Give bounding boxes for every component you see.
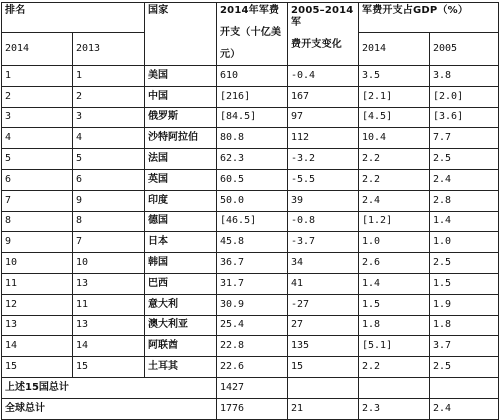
table-row: [2, 211, 499, 232]
cell-r2013: 14: [73, 336, 145, 357]
total-spend: 1427: [217, 377, 288, 398]
cell-r2013: 15: [73, 357, 145, 378]
cell-g2005: 2.5: [430, 357, 499, 378]
cell-change: -27: [288, 294, 359, 315]
total-g2005: [430, 377, 499, 398]
cell-r2014: 9: [2, 232, 73, 253]
cell-change: -5.5: [288, 169, 359, 190]
cell-r2014: 1: [2, 66, 73, 87]
cell-change: -0.8: [288, 211, 359, 232]
cell-country: 德国: [145, 211, 217, 232]
table-row: [2, 253, 499, 274]
cell-spend: 610: [217, 66, 288, 87]
cell-country: 英国: [145, 169, 217, 190]
cell-spend: 30.9: [217, 294, 288, 315]
table-row: [2, 232, 499, 253]
cell-g2014: 1.8: [359, 315, 430, 336]
total-change: [288, 377, 359, 398]
year-2013-header: 2013: [73, 33, 145, 66]
total-spend: 1776: [217, 398, 288, 419]
cell-spend: 50.0: [217, 190, 288, 211]
rank-header: 排名: [2, 3, 145, 33]
total-change: 21: [288, 398, 359, 419]
cell-r2013: 5: [73, 149, 145, 170]
cell-country: 土耳其: [145, 357, 217, 378]
cell-change: 15: [288, 357, 359, 378]
cell-r2014: 13: [2, 315, 73, 336]
cell-change: 27: [288, 315, 359, 336]
cell-g2005: 3.8: [430, 66, 499, 87]
cell-r2014: 8: [2, 211, 73, 232]
cell-r2013: 13: [73, 273, 145, 294]
cell-country: 意大利: [145, 294, 217, 315]
table-row: [2, 315, 499, 336]
cell-change: 167: [288, 86, 359, 107]
cell-g2014: 2.2: [359, 149, 430, 170]
cell-r2013: 11: [73, 294, 145, 315]
cell-g2014: [4.5]: [359, 107, 430, 128]
cell-country: 法国: [145, 149, 217, 170]
cell-spend: 60.5: [217, 169, 288, 190]
total-row: [2, 398, 499, 419]
cell-country: 澳大利亚: [145, 315, 217, 336]
cell-r2013: 3: [73, 107, 145, 128]
cell-g2005: 1.4: [430, 211, 499, 232]
cell-change: 97: [288, 107, 359, 128]
cell-r2014: 11: [2, 273, 73, 294]
cell-spend: 22.8: [217, 336, 288, 357]
cell-country: 俄罗斯: [145, 107, 217, 128]
total-row: [2, 377, 499, 398]
cell-spend: 22.6: [217, 357, 288, 378]
cell-g2005: 1.0: [430, 232, 499, 253]
cell-country: 巴西: [145, 273, 217, 294]
cell-g2014: 2.4: [359, 190, 430, 211]
cell-g2005: [2.0]: [430, 86, 499, 107]
spend-header-line3: 元）: [220, 49, 241, 60]
cell-r2014: 6: [2, 169, 73, 190]
cell-r2014: 10: [2, 253, 73, 274]
cell-country: 日本: [145, 232, 217, 253]
cell-g2014: [2.1]: [359, 86, 430, 107]
spend-header-line2: 开支（十亿美: [220, 27, 282, 38]
gdp-header: 军费开支占GDP（%）: [359, 3, 499, 33]
cell-country: 美国: [145, 66, 217, 87]
table-row: [2, 357, 499, 378]
table-row: [2, 86, 499, 107]
table-row: [2, 66, 499, 87]
military-spending-table: [1, 2, 499, 420]
cell-g2014: 2.2: [359, 169, 430, 190]
cell-change: -3.2: [288, 149, 359, 170]
cell-g2014: 10.4: [359, 128, 430, 149]
cell-g2014: 2.6: [359, 253, 430, 274]
cell-spend: [46.5]: [217, 211, 288, 232]
cell-g2014: 3.5: [359, 66, 430, 87]
cell-g2005: 2.8: [430, 190, 499, 211]
cell-change: -3.7: [288, 232, 359, 253]
cell-r2014: 7: [2, 190, 73, 211]
table-row: [2, 190, 499, 211]
cell-g2005: 1.5: [430, 273, 499, 294]
cell-change: 112: [288, 128, 359, 149]
total-label: 上述15国总计: [2, 377, 217, 398]
cell-country: 中国: [145, 86, 217, 107]
cell-spend: 31.7: [217, 273, 288, 294]
cell-spend: 36.7: [217, 253, 288, 274]
cell-r2013: 13: [73, 315, 145, 336]
cell-g2005: 1.9: [430, 294, 499, 315]
cell-spend: 80.8: [217, 128, 288, 149]
change-header: [288, 3, 359, 66]
cell-g2014: 2.2: [359, 357, 430, 378]
cell-country: 印度: [145, 190, 217, 211]
cell-spend: [216]: [217, 86, 288, 107]
spend-header-line1: 2014年军费: [220, 5, 280, 16]
cell-r2014: 2: [2, 86, 73, 107]
cell-change: 39: [288, 190, 359, 211]
cell-r2013: 4: [73, 128, 145, 149]
table-row: [2, 336, 499, 357]
change-header-line2: 费开支变化: [291, 39, 342, 50]
year-2014-header: 2014: [2, 33, 73, 66]
cell-spend: 25.4: [217, 315, 288, 336]
table-row: [2, 294, 499, 315]
cell-g2005: 1.8: [430, 315, 499, 336]
cell-change: -0.4: [288, 66, 359, 87]
gdp-2014-header: 2014: [359, 33, 430, 66]
spend-header: [217, 3, 288, 66]
cell-r2014: 5: [2, 149, 73, 170]
cell-g2014: 1.0: [359, 232, 430, 253]
cell-spend: 45.8: [217, 232, 288, 253]
cell-r2013: 10: [73, 253, 145, 274]
table-row: [2, 107, 499, 128]
cell-g2005: [3.6]: [430, 107, 499, 128]
cell-country: 沙特阿拉伯: [145, 128, 217, 149]
change-header-line1: 2005–2014军: [291, 5, 354, 28]
cell-r2013: 1: [73, 66, 145, 87]
cell-r2014: 14: [2, 336, 73, 357]
cell-g2014: 1.5: [359, 294, 430, 315]
cell-g2005: 2.5: [430, 149, 499, 170]
gdp-2005-header: 2005: [430, 33, 499, 66]
cell-r2013: 6: [73, 169, 145, 190]
cell-g2005: 2.4: [430, 169, 499, 190]
cell-spend: [84.5]: [217, 107, 288, 128]
cell-change: 41: [288, 273, 359, 294]
table-row: [2, 128, 499, 149]
total-g2005: 2.4: [430, 398, 499, 419]
country-header: 国家: [145, 3, 217, 66]
cell-r2013: 7: [73, 232, 145, 253]
cell-r2013: 2: [73, 86, 145, 107]
cell-g2005: 3.7: [430, 336, 499, 357]
header-row-1: [2, 3, 499, 33]
cell-r2014: 12: [2, 294, 73, 315]
cell-g2005: 2.5: [430, 253, 499, 274]
cell-spend: 62.3: [217, 149, 288, 170]
cell-country: 阿联酋: [145, 336, 217, 357]
table-row: [2, 273, 499, 294]
cell-g2005: 7.7: [430, 128, 499, 149]
total-label: 全球总计: [2, 398, 217, 419]
table-row: [2, 169, 499, 190]
total-g2014: [359, 377, 430, 398]
cell-r2014: 4: [2, 128, 73, 149]
cell-r2014: 15: [2, 357, 73, 378]
cell-g2014: 1.4: [359, 273, 430, 294]
cell-country: 韩国: [145, 253, 217, 274]
cell-g2014: [5.1]: [359, 336, 430, 357]
total-g2014: 2.3: [359, 398, 430, 419]
cell-r2014: 3: [2, 107, 73, 128]
table-row: [2, 149, 499, 170]
cell-change: 34: [288, 253, 359, 274]
cell-r2013: 8: [73, 211, 145, 232]
cell-change: 135: [288, 336, 359, 357]
cell-g2014: [1.2]: [359, 211, 430, 232]
cell-r2013: 9: [73, 190, 145, 211]
